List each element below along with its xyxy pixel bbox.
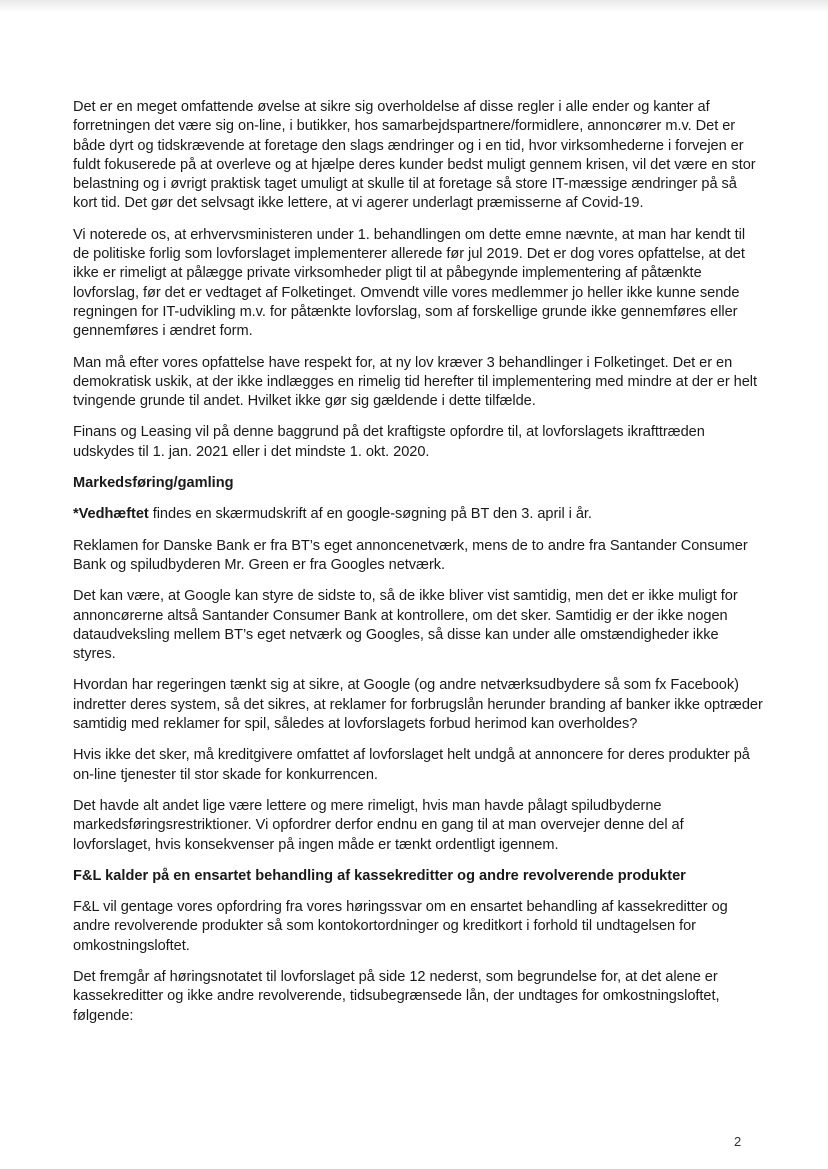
- paragraph-fl-repeat: F&L vil gentage vores opfordring fra vores høringssvar om en ensartet behandling af kassekreditter og andre revolverende produkter så som kontokortordninger og kreditkort i forhold til undtagelsen for omkostningsloftet.: [73, 899, 728, 954]
- paragraph-government-question: Hvordan har regeringen tænkt sig at sikre, at Google (og andre netværksudbydere så som fx Facebook) indretter deres system, så det sikres, at reklamer for forbrugslån herunder branding af banker ikke optræder samtidig med reklamer for spil, således at lovforslagets forbud herimod kan overholdes?: [73, 677, 763, 733]
- paragraph-three-readings: Man må efter vores opfattelse have respekt for, at ny lov kræver 3 behandlinger i Folketinget. Det er en demokratisk uskik, at der ikke indlægges en rimelig tid herefter til implementering med mindre at der er helt tvingende grunde til andet. Hvilket ikke gør sig gældende i dette tilfælde.: [73, 354, 757, 410]
- heading-marketing-gambling: Markedsføring/gamling: [73, 475, 234, 492]
- attachment-text: findes en skærmudskrift af en google-søgning på BT den 3. april i år.: [148, 506, 592, 523]
- attachment-label: *Vedhæftet: [73, 506, 149, 523]
- scan-top-edge: [0, 0, 828, 12]
- heading-fl-uniform-treatment: F&L kalder på en ensartet behandling af kassekreditter og andre revolverende produkter: [73, 867, 686, 884]
- paragraph-postponement: Finans og Leasing vil på denne baggrund på det kraftigste opfordre til, at lovforslagets ikrafttræden udskydes til 1. jan. 2021 eller i det mindste 1. okt. 2020.: [73, 424, 705, 460]
- paragraph-hearing-note: Det fremgår af høringsnotatet til lovforslaget på side 12 nederst, som begrundelse for, at det alene er kassekreditter og ikke andre revolverende, tidsubegrænsede lån, der undtages for omkostningsloftet, følgende:: [73, 968, 720, 1024]
- paragraph-ad-networks: Reklamen for Danske Bank er fra BT’s eget annoncenetværk, mens de to andre fra Santander Consumer Bank og spiludbyderen Mr. Green er fra Googles netværk.: [73, 537, 748, 573]
- paragraph-gambling-restrictions: Det havde alt andet lige være lettere og mere rimeligt, hvis man havde pålagt spiludbyderne markedsføringsrestriktioner. Vi opfordrer derfor endnu en gang til at man overvejer denne del af lovforslaget, hvis konsekvenser på ingen måde er tænkt ordentligt igennem.: [73, 797, 684, 853]
- document-page: [73, 98, 763, 1038]
- paragraph-attachment: [73, 505, 763, 524]
- paragraph-minister: Vi noterede os, at erhvervsministeren under 1. behandlingen om dette emne nævnte, at man har kendt til de politiske forlig som lovforslaget implementerer allerede før jul 2019. Det er dog vores opfattelse, at det ikke er rimeligt at pålægge private virksomheder pligt til at påbegynde implementering af påtænkte lovforslag, før det er vedtaget af Folketinget. Omvendt ville vores medlemmer jo heller ikke kunne sende regningen for IT-udvikling m.v. for påtænkte lovforslag, som af forskellige grunde ikke gennemføres eller gennemføres i ændret form.: [73, 226, 746, 340]
- paragraph-creditors: Hvis ikke det sker, må kreditgivere omfattet af lovforslaget helt undgå at annoncere for deres produkter på on-line tjenester til stor skade for konkurrencen.: [73, 747, 750, 783]
- paragraph-google-control: Det kan være, at Google kan styre de sidste to, så de ikke bliver vist samtidig, men det er ikke muligt for annoncørerne altså Santander Consumer Bank at kontrollere, om det sker. Samtidig er der ikke nogen dataudveksling mellem BT’s eget netværk og Googles, så disse kan under alle omstændigheder ikke styres.: [73, 588, 738, 663]
- page-number: 2: [734, 1134, 742, 1149]
- paragraph-compliance: Det er en meget omfattende øvelse at sikre sig overholdelse af disse regler i alle ender og kanter af forretningen det være sig on-line, i butikker, hos samarbejdspartnere/formidlere, annoncører m.v. Det er både dyrt og tidskrævende at foretage den slags ændringer og i en tid, hvor virksomhederne i forvejen er fuldt fokuserede på at overleve og at hjælpe deres kunder bedst muligt gennem krisen, vil det være en stor belastning og i øvrigt praktisk taget umuligt at skulle til at foretage så store IT-mæssige ændringer på så kort tid. Det gør det selvsagt ikke lettere, at vi agerer underlagt præmisserne af Covid-19.: [73, 99, 756, 212]
